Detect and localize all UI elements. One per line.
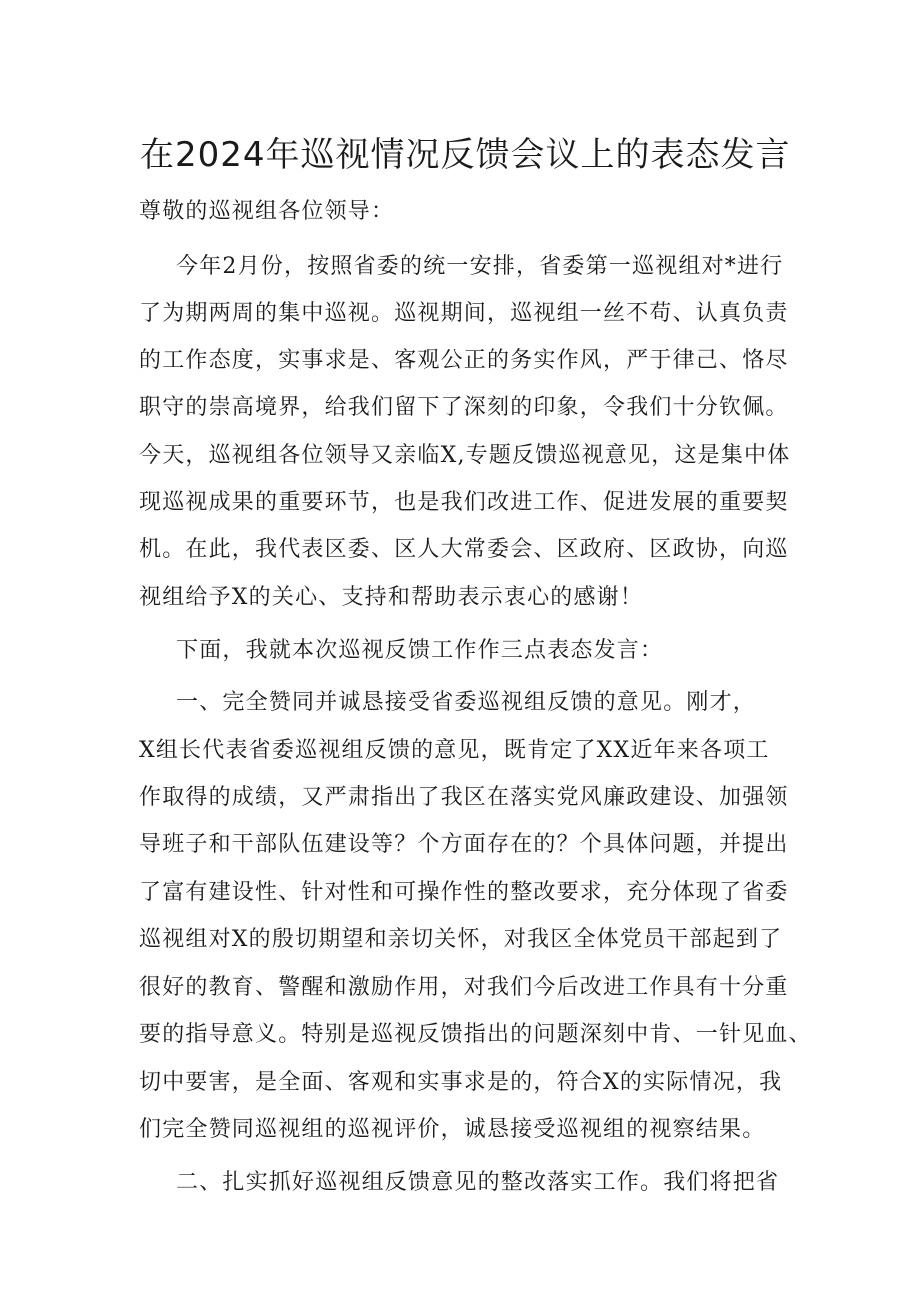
paragraph-line: 了富有建设性、针对性和可操作性的整改要求，充分体现了省委 <box>139 880 789 905</box>
paragraph-line: 下面，我就本次巡视反馈工作作三点表态发言： <box>176 638 664 663</box>
paragraph-line: 了为期两周的集中巡视。巡视期间，巡视组一丝不苟、认真负责 <box>139 301 789 326</box>
paragraph-line: 导班子和干部队伍建设等？个方面存在的？个具体问题，并提出 <box>139 832 789 857</box>
document-title: 在2024年巡视情况反馈会议上的表态发言 <box>140 135 791 175</box>
paragraph-line: X组长代表省委巡视组反馈的意见，既肯定了XX近年来各项工 <box>139 738 770 763</box>
paragraph-line: 们完全赞同巡视组的巡视评价，诚恳接受巡视组的视察结果。 <box>139 1117 766 1142</box>
paragraph-line: 视组给予X的关心、支持和帮助表示衷心的感谢！ <box>139 585 644 610</box>
paragraph-line: 切中要害，是全面、客观和实事求是的，符合X的实际情况，我 <box>139 1070 783 1095</box>
paragraph-line: 巡视组对X的殷切期望和亲切关怀，对我区全体党员干部起到了 <box>139 927 783 952</box>
paragraph-line: 现巡视成果的重要环节，也是我们改进工作、促进发展的重要契 <box>139 490 789 515</box>
paragraph-line: 的工作态度，实事求是、客观公正的务实作风，严于律己、恪尽 <box>139 348 789 373</box>
paragraph-line: 今天，巡视组各位领导又亲临X,专题反馈巡视意见，这是集中体 <box>139 443 791 468</box>
paragraph-line: 一、完全赞同并诚恳接受省委巡视组反馈的意见。刚才， <box>176 690 757 715</box>
paragraph-line: 很好的教育、警醒和激励作用，对我们今后改进工作具有十分重 <box>139 975 789 1000</box>
paragraph-line: 机。在此，我代表区委、区人大常委会、区政府、区政协，向巡 <box>139 537 789 562</box>
salutation: 尊敬的巡视组各位领导： <box>139 199 395 224</box>
paragraph-line: 作取得的成绩，又严肃指出了我区在落实党风廉政建设、加强领 <box>139 785 789 810</box>
paragraph-line: 要的指导意义。特别是巡视反馈指出的问题深刻中肯、一针见血、 <box>139 1022 812 1047</box>
paragraph-line: 职守的崇高境界，给我们留下了深刻的印象，令我们十分钦佩。 <box>139 395 789 420</box>
paragraph-line: 二、扎实抓好巡视组反馈意见的整改落实工作。我们将把省 <box>176 1170 780 1195</box>
paragraph-line: 今年2月份，按照省委的统一安排，省委第一巡视组对*进行 <box>176 254 784 279</box>
